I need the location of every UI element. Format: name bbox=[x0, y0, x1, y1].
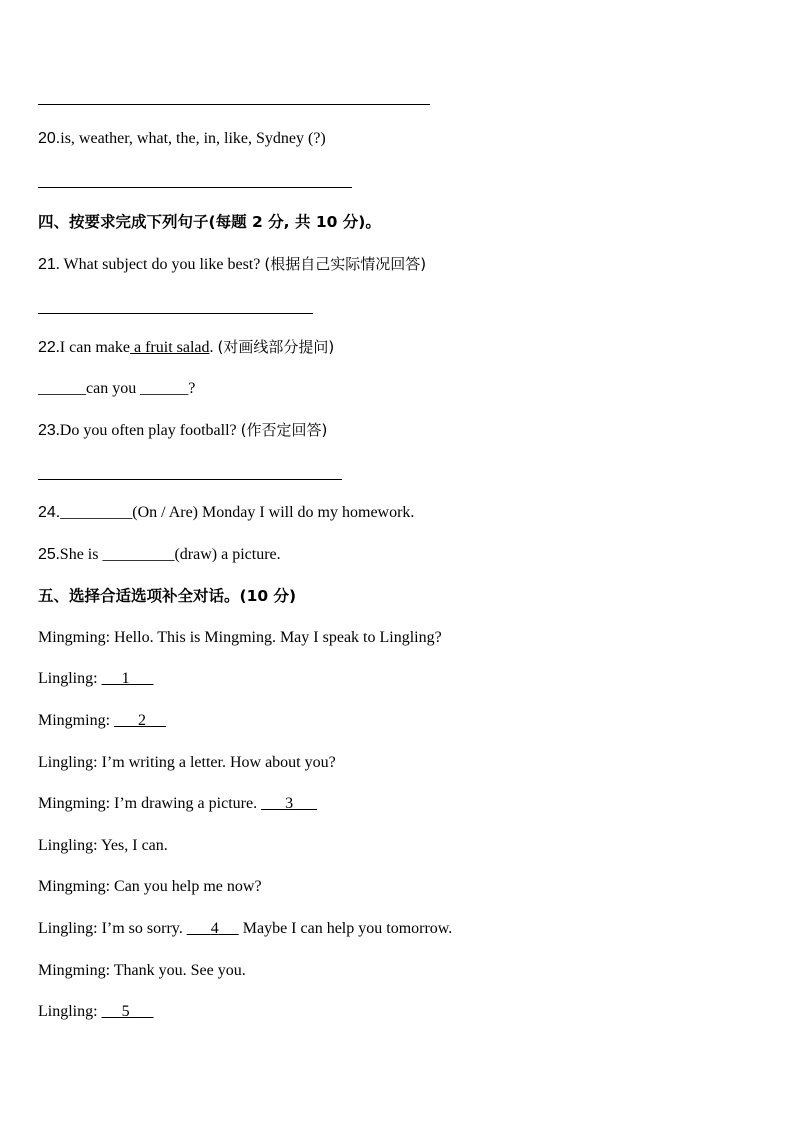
line-text: I’m so sorry. bbox=[97, 920, 187, 937]
section-4-heading: 四、按要求完成下列句子(每题 2 分, 共 10 分)。 bbox=[38, 213, 381, 231]
line-text: Can you help me now? bbox=[110, 878, 262, 895]
line-text: Yes, I can. bbox=[97, 837, 168, 854]
answer-line-20[interactable] bbox=[38, 187, 352, 188]
speaker: Lingling: bbox=[38, 1003, 98, 1020]
answer-blank-4[interactable] bbox=[187, 920, 239, 937]
question-22 bbox=[38, 337, 334, 358]
answer-blank[interactable]: _________ bbox=[60, 504, 133, 521]
question-23 bbox=[38, 420, 327, 441]
question-note: (作否定回答) bbox=[240, 421, 328, 439]
question-note: (对画线部分提问) bbox=[217, 338, 335, 356]
answer-blank-1[interactable]: ______ bbox=[38, 380, 86, 397]
dialogue-line bbox=[38, 753, 336, 773]
line-text: Hello. This is Mingming. May I speak to Lingling? bbox=[110, 629, 442, 646]
answer-line-19[interactable] bbox=[38, 104, 430, 105]
speaker: Lingling: bbox=[38, 754, 98, 771]
speaker: Lingling: bbox=[38, 837, 98, 854]
answer-line-23[interactable] bbox=[38, 479, 342, 480]
answer-blank-2[interactable] bbox=[114, 712, 166, 729]
dialogue-line bbox=[38, 711, 166, 731]
question-note: (根据自己实际情况回答) bbox=[264, 255, 427, 273]
question-text: (On / Are) Monday I will do my homework. bbox=[132, 504, 415, 521]
speaker: Lingling: bbox=[38, 670, 98, 687]
speaker: Mingming: bbox=[38, 878, 111, 895]
dialogue-line bbox=[38, 836, 168, 856]
question-number: 25 bbox=[38, 546, 56, 563]
question-text: .Do you often play football? bbox=[55, 422, 241, 439]
speaker: Mingming: bbox=[38, 629, 111, 646]
blank-number: 2 bbox=[138, 712, 147, 729]
answer-blank[interactable]: _________ bbox=[102, 546, 175, 563]
dialogue-line bbox=[38, 1002, 154, 1022]
question-22-answer bbox=[38, 379, 195, 399]
question-text: . What subject do you like best? bbox=[55, 256, 265, 273]
answer-line-21[interactable] bbox=[38, 313, 313, 314]
question-text: .I can make bbox=[55, 339, 130, 356]
dialogue-line bbox=[38, 877, 262, 897]
answer-blank-1[interactable] bbox=[102, 670, 154, 687]
answer-blank-3[interactable] bbox=[261, 795, 317, 812]
question-number: 22 bbox=[38, 339, 56, 356]
question-24 bbox=[38, 503, 414, 523]
blank-number: 4 bbox=[210, 920, 219, 937]
section-5-heading: 五、选择合适选项补全对话。(10 分) bbox=[38, 587, 297, 605]
line-text: I’m drawing a picture. bbox=[110, 795, 262, 812]
question-text: is, weather, what, the, in, like, Sydney (?) bbox=[60, 130, 326, 147]
question-text-end: (draw) a picture. bbox=[174, 546, 281, 563]
dialogue-line bbox=[38, 669, 154, 689]
speaker: Lingling: bbox=[38, 920, 98, 937]
underlined-phrase: a fruit salad bbox=[129, 339, 210, 356]
question-number: 23 bbox=[38, 422, 56, 439]
answer-text: can you bbox=[86, 380, 141, 397]
blank-number: 5 bbox=[121, 1003, 130, 1020]
question-25 bbox=[38, 545, 281, 565]
question-number: 24. bbox=[38, 504, 61, 521]
speaker: Mingming: bbox=[38, 962, 111, 979]
question-text-end: . bbox=[209, 339, 218, 356]
question-number: 20. bbox=[38, 130, 61, 147]
question-number: 21 bbox=[38, 256, 56, 273]
dialogue-line bbox=[38, 919, 452, 939]
question-21 bbox=[38, 254, 426, 275]
answer-blank-5[interactable] bbox=[102, 1003, 154, 1020]
dialogue-line bbox=[38, 628, 442, 648]
blank-number: 1 bbox=[121, 670, 130, 687]
dialogue-line bbox=[38, 794, 317, 814]
question-20 bbox=[38, 129, 326, 149]
speaker: Mingming: bbox=[38, 795, 111, 812]
speaker: Mingming: bbox=[38, 712, 111, 729]
blank-number: 3 bbox=[285, 795, 294, 812]
line-text: Thank you. See you. bbox=[110, 962, 246, 979]
question-text: .She is bbox=[55, 546, 103, 563]
answer-end: ? bbox=[188, 380, 196, 397]
line-text: I’m writing a letter. How about you? bbox=[97, 754, 336, 771]
dialogue-line bbox=[38, 961, 246, 981]
line-text-end: Maybe I can help you tomorrow. bbox=[238, 920, 453, 937]
answer-blank-2[interactable]: ______ bbox=[140, 380, 189, 397]
